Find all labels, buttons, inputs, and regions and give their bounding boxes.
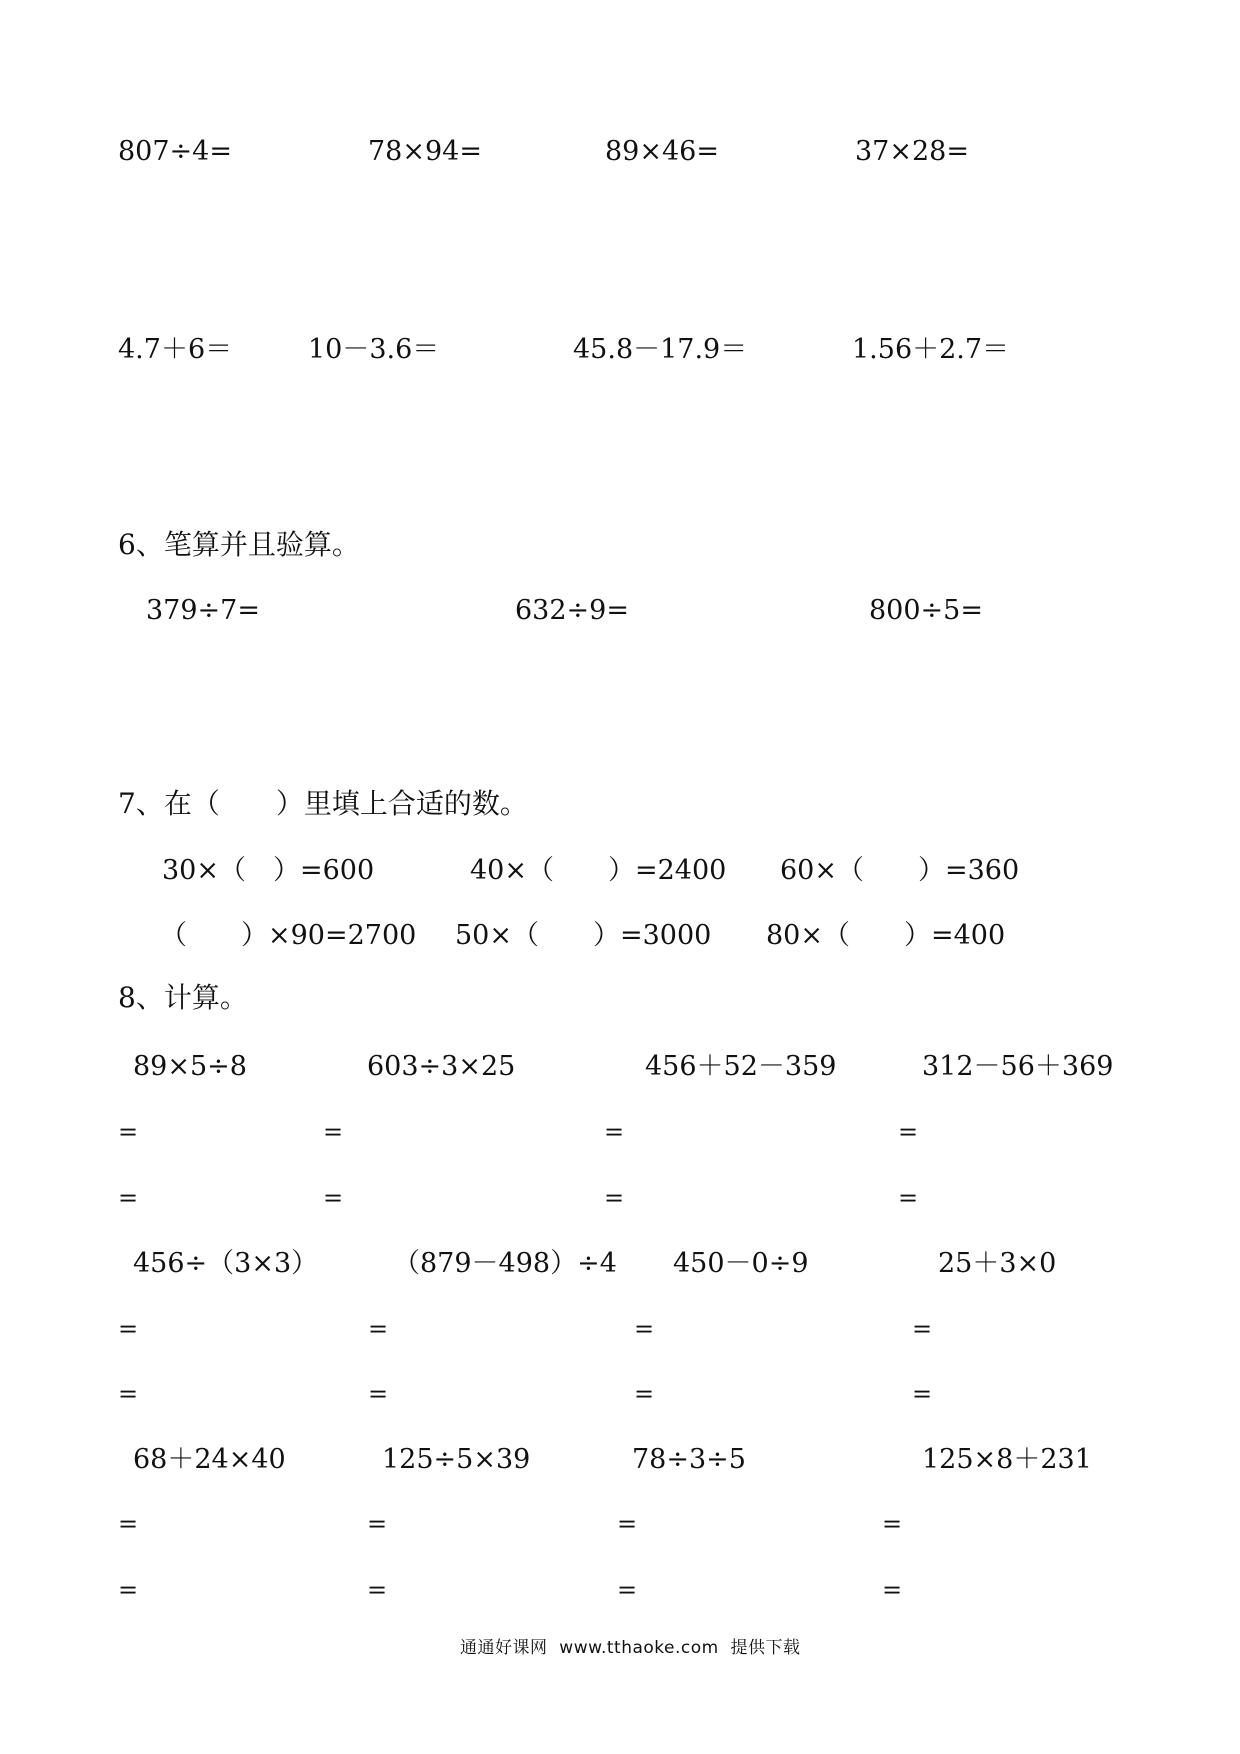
problem-78-times-94: 78×94= [368, 136, 482, 167]
problem-37-times-28: 37×28= [855, 136, 969, 167]
q7-item-6: 80×（ ）=400 [766, 920, 1006, 951]
q7-item-3: 60×（ ）=360 [780, 855, 1020, 886]
equals-sign: = [118, 1380, 139, 1408]
equals-sign: = [118, 1315, 139, 1343]
equals-sign: = [368, 1315, 389, 1343]
problem-decimal-add-2: 1.56＋2.7＝ [852, 334, 1010, 365]
q6-item-3: 800÷5= [869, 595, 983, 626]
equals-sign: = [617, 1576, 638, 1604]
q8-expr-1-1: 89×5÷8 [133, 1051, 247, 1082]
equals-sign: = [323, 1184, 344, 1212]
equals-sign: = [912, 1315, 933, 1343]
q8-expr-1-2: 603÷3×25 [367, 1051, 516, 1082]
q8-expr-2-1: 456÷（3×3） [133, 1248, 319, 1279]
q7-item-2: 40×（ ）=2400 [470, 855, 727, 886]
equals-sign: = [882, 1510, 903, 1538]
q6-item-2: 632÷9= [515, 595, 629, 626]
q7-item-1: 30×（ ）=600 [162, 855, 375, 886]
equals-sign: = [367, 1576, 388, 1604]
equals-sign: = [634, 1380, 655, 1408]
problem-decimal-sub-2: 45.8－17.9＝ [573, 334, 748, 365]
q8-expr-3-1: 68＋24×40 [133, 1444, 286, 1475]
q8-expr-1-4: 312－56＋369 [922, 1051, 1114, 1082]
equals-sign: = [367, 1510, 388, 1538]
equals-sign: = [634, 1315, 655, 1343]
footer-watermark: 通通好课网 www.tthaoke.com 提供下载 [460, 1638, 801, 1658]
q8-expr-2-4: 25＋3×0 [938, 1248, 1057, 1279]
problem-807-div-4: 807÷4= [118, 136, 232, 167]
q7-item-5: 50×（ ）=3000 [455, 920, 712, 951]
q8-expr-3-3: 78÷3÷5 [632, 1444, 746, 1475]
equals-sign: = [912, 1380, 933, 1408]
equals-sign: = [882, 1576, 903, 1604]
equals-sign: = [898, 1184, 919, 1212]
equals-sign: = [604, 1184, 625, 1212]
equals-sign: = [118, 1184, 139, 1212]
equals-sign: = [118, 1576, 139, 1604]
q8-expr-2-3: 450－0÷9 [673, 1248, 809, 1279]
q8-expr-1-3: 456＋52－359 [645, 1051, 837, 1082]
q8-expr-3-4: 125×8＋231 [922, 1444, 1092, 1475]
q8-expr-2-2: （879－498）÷4 [393, 1248, 617, 1279]
equals-sign: = [323, 1118, 344, 1146]
equals-sign: = [617, 1510, 638, 1538]
problem-decimal-add-1: 4.7＋6＝ [118, 334, 233, 365]
q6-item-1: 379÷7= [146, 595, 260, 626]
problem-89-times-46: 89×46= [605, 136, 719, 167]
q7-item-4: （ ）×90=2700 [160, 920, 417, 951]
section-8-title: 8、计算。 [118, 981, 248, 1014]
equals-sign: = [118, 1118, 139, 1146]
equals-sign: = [118, 1510, 139, 1538]
section-6-title: 6、笔算并且验算。 [118, 528, 360, 561]
equals-sign: = [898, 1118, 919, 1146]
equals-sign: = [604, 1118, 625, 1146]
section-7-title: 7、在（ ）里填上合适的数。 [118, 787, 528, 820]
equals-sign: = [368, 1380, 389, 1408]
problem-decimal-sub-1: 10－3.6＝ [308, 334, 440, 365]
q8-expr-3-2: 125÷5×39 [382, 1444, 531, 1475]
